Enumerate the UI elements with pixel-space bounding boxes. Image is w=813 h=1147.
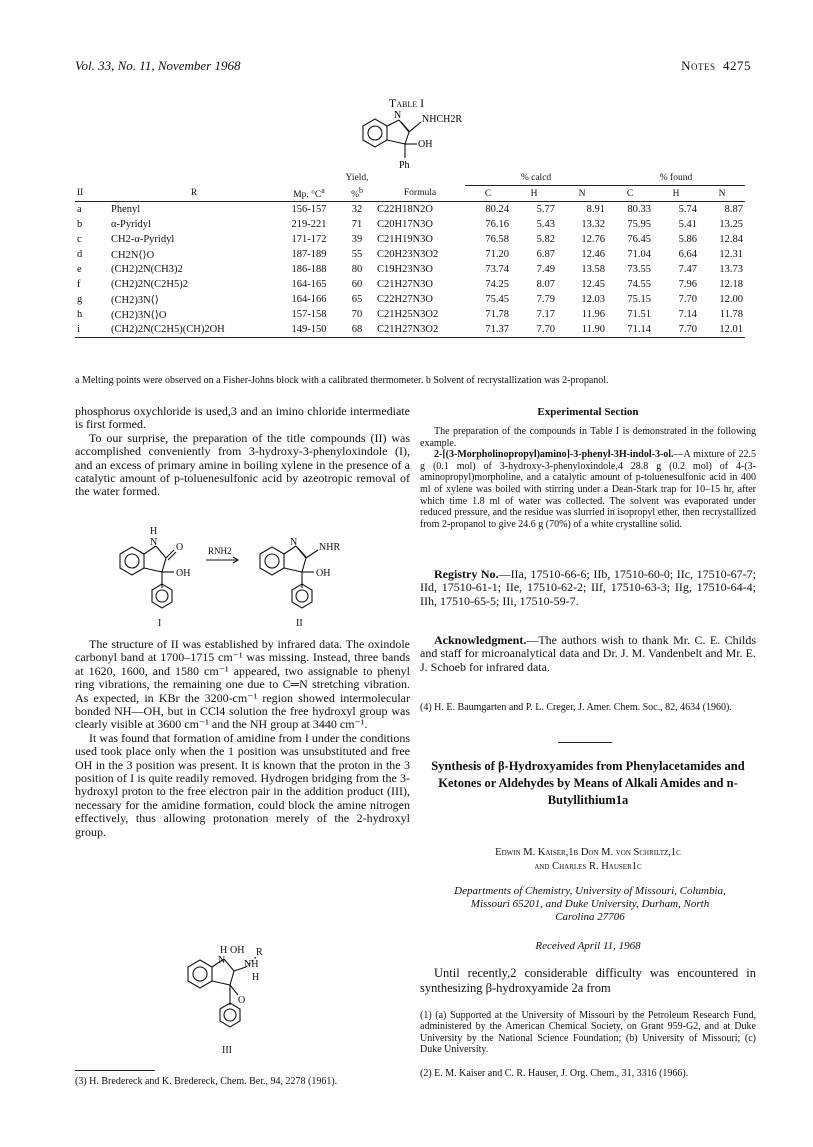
cell-found-h: 7.96	[678, 279, 697, 290]
received-date: Received April 11, 1968	[535, 940, 641, 952]
cell-calcd-h: 6.87	[536, 249, 555, 260]
cell-calcd-h: 5.82	[536, 234, 555, 245]
cell-calcd-n: 13.32	[581, 219, 605, 230]
article-title: Synthesis of β-Hydroxyamides from Phenylacetamides and Ketones or Aldehydes by Means of Alkali Amides and n-Butyllithium1a	[431, 759, 745, 807]
cell-found-n: 12.00	[719, 294, 743, 305]
cell-calcd-c: 71.37	[465, 322, 511, 338]
paragraph: phosphorus oxychloride is used,3 and an imino chloride intermediate is first formed.	[75, 404, 410, 432]
cell-r: Phenyl	[111, 204, 141, 215]
cell-calcd-c: 75.45	[485, 294, 509, 305]
calcd-group-header: % calcd	[465, 170, 607, 186]
paragraph: It was found that formation of amidine from I under the conditions used took place only when the 1 position was unsubstituted and free OH in the 3 position was present. It is known that the proton in the 3 position of I is quite readily removed. Hydrogen bridging from the 3-hydroxyl proton to the free electron pair in the addition product (III), necessary for the amidine formation, could block the amine nitrogen effectively, thus allowing protonation merely of the 2-hydroxyl group.	[75, 730, 410, 839]
affiliation: Departments of Chemistry, University of Missouri, Columbia, Missouri 65201, and Duke University, Durham, North Carolina 27706	[454, 885, 726, 923]
cell-mp: 187-189	[291, 249, 327, 260]
cell-calcd-n: 12.03	[581, 294, 605, 305]
struct-oh-label: OH	[418, 139, 433, 150]
cell-found-h: 5.74	[678, 204, 697, 215]
scheme-oh-label: OH	[176, 568, 191, 579]
iii-h-label: H	[220, 945, 228, 956]
registry-section	[420, 568, 756, 608]
cell-formula: C21H27N3O2	[375, 322, 465, 338]
iii-r-label: R	[256, 947, 263, 958]
cell-calcd-h: 5.77	[536, 204, 555, 215]
footnote-ref2: (2) E. M. Kaiser and C. R. Hauser, J. Org. Chem., 31, 3316 (1966).	[420, 1068, 689, 1079]
cell-yield: 71	[351, 219, 363, 230]
compound-table	[75, 170, 745, 338]
cell-yield: 55	[351, 249, 363, 260]
cell-calcd-c: 74.25	[485, 279, 509, 290]
scheme-o-label: O	[176, 542, 184, 553]
cell-id: g	[77, 294, 83, 305]
cell-found-n: 12.84	[719, 234, 743, 245]
intro-paragraph: Until recently,2 considerable difficulty was encountered in synthesizing β-hydroxyamide 2a from	[420, 966, 756, 995]
cell-formula: C21H19N3O	[377, 234, 434, 245]
scheme-compound-II-label: II	[296, 618, 303, 629]
cell-mp: 219-221	[291, 219, 327, 230]
table-row	[75, 277, 745, 292]
col-header: N	[557, 186, 607, 202]
cell-calcd-n: 11.96	[581, 309, 605, 320]
structure-III	[180, 945, 290, 1060]
cell-mp: 149-150	[279, 322, 339, 338]
col-header: C	[607, 186, 653, 202]
cell-found-c: 75.95	[627, 219, 651, 230]
table-header-group-row	[75, 170, 745, 186]
col-header: R	[109, 186, 279, 202]
col-header: H	[511, 186, 557, 202]
col-header: Mp, $^\circ C^a$	[279, 186, 339, 202]
yield-header-top: Yield,	[345, 172, 369, 183]
footnote-ref1: (1) (a) Supported at the University of Missouri by the Petroleum Research Fund, administered by the American Chemical Society, on Grant 959-G2, and at Duke University by the National Science Foundation; (b) University of Missouri; (c) Duke University.	[420, 1010, 756, 1056]
cell-formula: C19H23N3O	[377, 264, 434, 275]
cell-yield: 32	[351, 204, 363, 215]
left-column-top	[75, 405, 410, 499]
scheme-n2-label: N	[290, 537, 298, 548]
paragraph: Registry No.—IIa, 17510-66-6; IIb, 17510-60-0; IIc, 17510-67-7; IId, 17510-61-1; IIe, 17510-62-2; IIf, 17510-63-3; IIg, 17510-64-4; IIh, 17510-65-5; IIi, 17510-59-7.	[420, 567, 757, 608]
paragraph: To our surprise, the preparation of the title compounds (II) was accomplished conveniently from 3-hydroxy-3-phenyloxindole (I), and an excess of primary amine in boiling xylene in the presence of a catalytic amount of p-toluenesulfonic acid by azeotropic removal of the water formed.	[75, 430, 410, 499]
cell-found-n: 13.25	[719, 219, 743, 230]
cell-found-h: 7.70	[653, 322, 699, 338]
article-divider	[558, 742, 612, 743]
scheme-nhr-label: NHR	[319, 542, 341, 553]
cell-id: e	[77, 264, 82, 275]
authors	[420, 846, 756, 874]
cell-calcd-h: 7.79	[536, 294, 555, 305]
left-column-middle	[75, 638, 410, 839]
table-title: Table I	[388, 96, 425, 110]
cell-r: CH2N⟨⟩O	[111, 249, 155, 261]
acknowledgment-label: Acknowledgment.	[434, 633, 527, 647]
paragraph: The preparation of the compounds in Table I is demonstrated in the following example.	[420, 426, 756, 449]
struct-ph-label: Ph	[399, 160, 410, 171]
authors-line-2: and Charles R. Hauser1c	[534, 861, 642, 872]
cell-calcd-n: 11.90	[557, 322, 607, 338]
cell-r: α-Pyridyl	[111, 219, 151, 230]
cell-found-n: 11.78	[719, 309, 743, 320]
scheme-compound-I-label: I	[158, 618, 162, 629]
iii-o-label: O	[238, 995, 246, 1006]
table-header-row	[75, 186, 745, 202]
cell-found-c: 71.04	[627, 249, 651, 260]
cell-r: (CH2)2N(C2H5)2	[111, 279, 188, 290]
cell-yield: 39	[351, 234, 363, 245]
cell-calcd-c: 71.78	[485, 309, 509, 320]
iii-compound-label: III	[222, 1045, 232, 1056]
indole-structure-icon	[345, 108, 475, 172]
iii-oh-label: OH	[230, 945, 245, 956]
cell-found-h: 6.64	[678, 249, 697, 260]
table-row	[75, 247, 745, 262]
section-label: Notes	[681, 58, 716, 73]
registry-label: Registry No.	[434, 567, 499, 581]
table-row	[75, 262, 745, 277]
cell-id: d	[77, 249, 83, 260]
cell-r: (CH2)2N(CH3)2	[111, 264, 183, 275]
cell-found-h: 7.47	[678, 264, 697, 275]
cell-calcd-h: 8.07	[536, 279, 555, 290]
compound-name: 2-[(3-Morpholinopropyl)amino]-3-phenyl-3H-indol-3-ol.	[434, 449, 674, 461]
cell-id: i	[75, 322, 109, 338]
cell-found-h: 5.41	[678, 219, 697, 230]
paragraph: The structure of II was established by infrared data. The oxindole carbonyl band at 1700–1715 cm⁻¹ was missing. Instead, three bands at 1620, 1600, and 1580 cm⁻¹ appeared, two assignable to phenyl ring vibrations, the remaining one due to C═N stretching vibration. As expected, in KBr the 3200-cm⁻¹ region showed intermolecular bonded NH—OH, but in CCl4 solution the free hydroxyl group was clearly visible at 3600 cm⁻¹ and the NH group at 3440 cm⁻¹.	[75, 637, 410, 732]
cell-found-c: 80.33	[627, 204, 651, 215]
table-row	[75, 292, 745, 307]
cell-calcd-n: 12.76	[581, 234, 605, 245]
col-header: %$^b$	[339, 186, 375, 202]
cell-r: (CH2)2N(C2H5)(CH)2OH	[109, 322, 279, 338]
cell-found-h: 7.14	[678, 309, 697, 320]
cell-calcd-c: 76.58	[485, 234, 509, 245]
cell-found-h: 7.70	[678, 294, 697, 305]
cell-found-n: 13.73	[719, 264, 743, 275]
cell-id: b	[77, 219, 83, 230]
reaction-scheme	[110, 522, 370, 630]
iii-h2-label: H	[252, 972, 260, 983]
footnote-divider	[75, 1070, 155, 1071]
authors-line-1: Edwin M. Kaiser,1b Don M. von Schriltz,1c	[495, 847, 681, 858]
cell-mp: 157-158	[291, 309, 327, 320]
cell-formula: C21H27N3O	[377, 279, 434, 290]
struct-n-label: N	[394, 110, 402, 121]
cell-r: (CH2)3N⟨⟩	[111, 294, 159, 306]
col-header: Formula	[375, 186, 465, 202]
table-body	[75, 202, 745, 338]
cell-yield: 68	[339, 322, 375, 338]
table-footnote: a Melting points were observed on a Fisher-Johns block with a calibrated thermometer. b Solvent of recrystallization was 2-propanol.	[75, 375, 609, 386]
page-number: 4275	[723, 58, 751, 73]
cell-calcd-h: 7.70	[511, 322, 557, 338]
cell-found-c: 76.45	[627, 234, 651, 245]
scheme-n-label: N	[150, 537, 158, 548]
cell-mp: 171-172	[291, 234, 327, 245]
footnote-ref4: (4) H. E. Baumgarten and P. L. Creger, J. Amer. Chem. Soc., 82, 4634 (1960).	[420, 702, 732, 713]
cell-calcd-c: 76.16	[485, 219, 509, 230]
experimental-heading: Experimental Section	[537, 406, 639, 418]
struct-sub-label: NHCH2R	[422, 114, 463, 125]
cell-calcd-c: 73.74	[485, 264, 509, 275]
cell-calcd-n: 12.46	[581, 249, 605, 260]
cell-yield: 60	[351, 279, 363, 290]
cell-calcd-n: 8.91	[586, 204, 605, 215]
col-header: II	[75, 186, 109, 202]
col-header: H	[653, 186, 699, 202]
scheme-oh2-label: OH	[316, 568, 331, 579]
running-header-page	[681, 58, 751, 74]
cell-found-c: 75.15	[627, 294, 651, 305]
experimental-section	[420, 426, 756, 530]
cell-yield: 70	[351, 309, 363, 320]
cell-formula: C22H18N2O	[377, 204, 434, 215]
iii-n-label: N	[218, 955, 226, 966]
footnote-ref3: (3) H. Bredereck and K. Bredereck, Chem. Ber., 94, 2278 (1961).	[75, 1076, 338, 1087]
acknowledgment-section	[420, 634, 756, 674]
cell-mp: 164-166	[291, 294, 327, 305]
cell-found-n: 12.01	[699, 322, 745, 338]
cell-calcd-h: 5.43	[536, 219, 555, 230]
cell-id: c	[77, 234, 82, 245]
cell-yield: 80	[351, 264, 363, 275]
cell-id: a	[77, 204, 82, 215]
cell-mp: 156-157	[291, 204, 327, 215]
cell-calcd-n: 12.45	[581, 279, 605, 290]
table-row	[75, 202, 745, 218]
table-row	[75, 217, 745, 232]
cell-calcd-h: 7.17	[536, 309, 555, 320]
cell-formula: C20H23N3O2	[377, 249, 439, 260]
cell-calcd-n: 13.58	[581, 264, 605, 275]
cell-r: CH2-α-Pyridyl	[111, 234, 175, 245]
cell-id: h	[77, 309, 83, 320]
cell-calcd-h: 7.49	[536, 264, 555, 275]
running-header-journal: Vol. 33, No. 11, November 1968	[75, 58, 241, 73]
cell-mp: 186-188	[291, 264, 327, 275]
cell-id: f	[77, 279, 81, 290]
cell-yield: 65	[351, 294, 363, 305]
cell-mp: 164-165	[291, 279, 327, 290]
cell-found-n: 12.31	[719, 249, 743, 260]
cell-r: (CH2)3N⟨⟩O	[111, 309, 167, 321]
cell-found-c: 71.51	[627, 309, 651, 320]
cell-formula: C20H17N3O	[377, 219, 434, 230]
table-row	[75, 232, 745, 247]
paragraph: Acknowledgment.—The authors wish to thank Mr. C. E. Childs and staff for microanalytical data and Dr. J. M. Vandenbelt and Mr. E. J. Schoeb for infrared data.	[420, 633, 756, 674]
col-header: C	[465, 186, 511, 202]
cell-found-n: 12.18	[719, 279, 743, 290]
scheme-reagent-label: RNH2	[208, 546, 232, 556]
cell-found-c: 71.14	[607, 322, 653, 338]
iii-nh-label: NH	[244, 959, 259, 970]
cell-formula: C22H27N3O	[377, 294, 434, 305]
cell-found-c: 74.55	[627, 279, 651, 290]
cell-formula: C21H25N3O2	[377, 309, 439, 320]
cell-calcd-c: 71.20	[485, 249, 509, 260]
cell-calcd-c: 80.24	[485, 204, 509, 215]
cell-found-n: 8.87	[724, 204, 743, 215]
col-header: N	[699, 186, 745, 202]
scheme-h-label: H	[150, 526, 158, 537]
paragraph: 2-[(3-Morpholinopropyl)amino]-3-phenyl-3H-indol-3-ol.—A mixture of 22.5 g (0.1 mol) of 3-hydroxy-3-phenyloxindole,4 28.8 g (0.2 mol) of 4-(3-aminopropyl)morpholine, and a catalytic amount of p-toluenesulfonic acid in 400 ml of xylene was boiled with stirring under a Dean-Stark trap for 10–15 hr, after which time 1.8 ml of water was collected. The solvent was evaporated under reduced pressure, and the residue was slurried in isopropyl ether, then recrystallized from 2-propanol to give 24.6 g (70%) of a white crystalline solid.	[420, 449, 756, 530]
table-row	[75, 322, 745, 338]
found-group-header: % found	[607, 170, 745, 186]
cell-found-c: 73.55	[627, 264, 651, 275]
cell-found-h: 5.86	[678, 234, 697, 245]
table-row	[75, 307, 745, 322]
